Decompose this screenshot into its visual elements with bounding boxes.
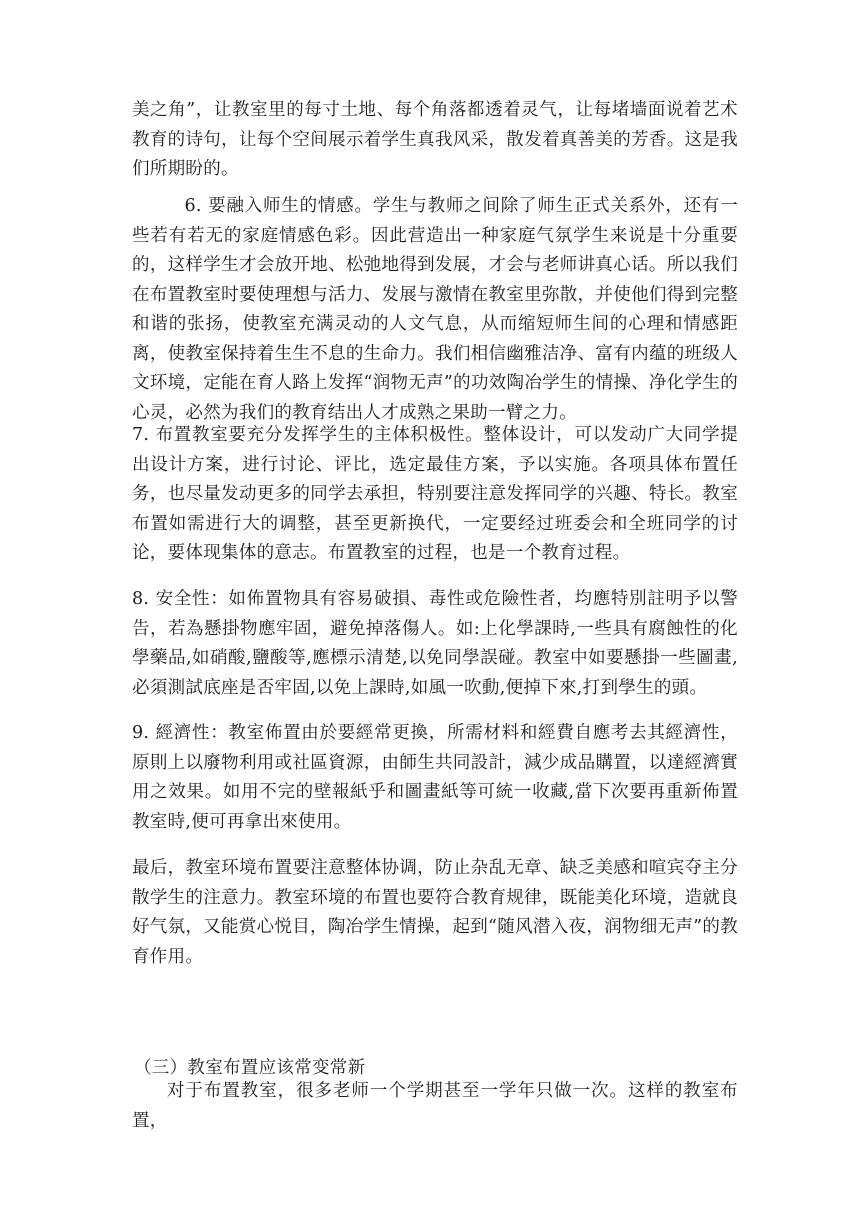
paragraph-item-9: 9. 經濟性：教室佈置由於要經常更換，所需材料和經費自應考去其經濟性，原則上以廢物利用或社區資源，由師生共同設計，減少成品購置，以達經濟實用之效果。如用不完的壁報紙乎和圖畫紙等可統一收藏,當下次要再重新佈置教室時,便可再拿出來使用。 (132, 723, 738, 832)
section-heading: （三）教室布置应该常变常新 (134, 1058, 366, 1078)
paragraph-conclusion: 最后，教室环境布置要注意整体协调，防止杂乱无章、缺乏美感和喧宾夺主分散学生的注意力。教室环境的布置也要符合教育规律，既能美化环境，造就良好气氛，又能赏心悦目，陶冶学生情操，起到“随风潜入夜，润物细无声”的教育作用。 (132, 858, 738, 967)
section-first-line: 对于布置教室，很多老师一个学期甚至一学年只做一次。这样的教室布置， (132, 1081, 738, 1131)
paragraph-intro-continued: 美之角”，让教室里的每寸土地、每个角落都透着灵气，让每堵墙面说着艺术教育的诗句，让每个空间展示着学生真我风采，散发着真善美的芳香。这是我们所期盼的。 (132, 100, 738, 179)
paragraph-item-8: 8. 安全性：如佈置物具有容易破損、毒性或危險性者，均應特別註明予以警告，若為懸掛物應牢固，避免掉落傷人。如:上化學課時,一些具有腐蝕性的化學藥品,如硝酸,鹽酸等,應標示清楚,以免同學誤碰。教室中如要懸掛一些圖畫,必須測試底座是否牢固,以免上課時,如風一吹動,便掉下來,打到學生的頭。 (132, 589, 738, 698)
paragraph-item-7: 7. 布置教室要充分发挥学生的主体积极性。整体设计，可以发动广大同学提出设计方案，进行讨论、评比，选定最佳方案，予以实施。各项具体布置任务，也尽量发动更多的同学去承担，特别要注意发挥同学的兴趣、特长。教室布置如需进行大的调整，甚至更新换代，一定要经过班委会和全班同学的讨论，要体现集体的意志。布置教室的过程，也是一个教育过程。 (132, 425, 738, 563)
paragraph-item-6: 6. 要融入师生的情感。学生与教师之间除了师生正式关系外，还有一些若有若无的家庭情感色彩。因此营造出一种家庭气氛学生来说是十分重要的，这样学生才会放开地、松弛地得到发展，才会与老师讲真心话。所以我们在布置教室时要使理想与活力、发展与激情在教室里弥散，并使他们得到完整和谐的张扬，使教室充满灵动的人文气息，从而缩短师生间的心理和情感距离，使教室保持着生生不息的生命力。我们相信幽雅洁净、富有内蕴的班级人文环境，定能在育人路上发挥“润物无声”的功效陶冶学生的情操、净化学生的心灵，必然为我们的教育结出人才成熟之果助一臂之力。 (132, 196, 738, 423)
